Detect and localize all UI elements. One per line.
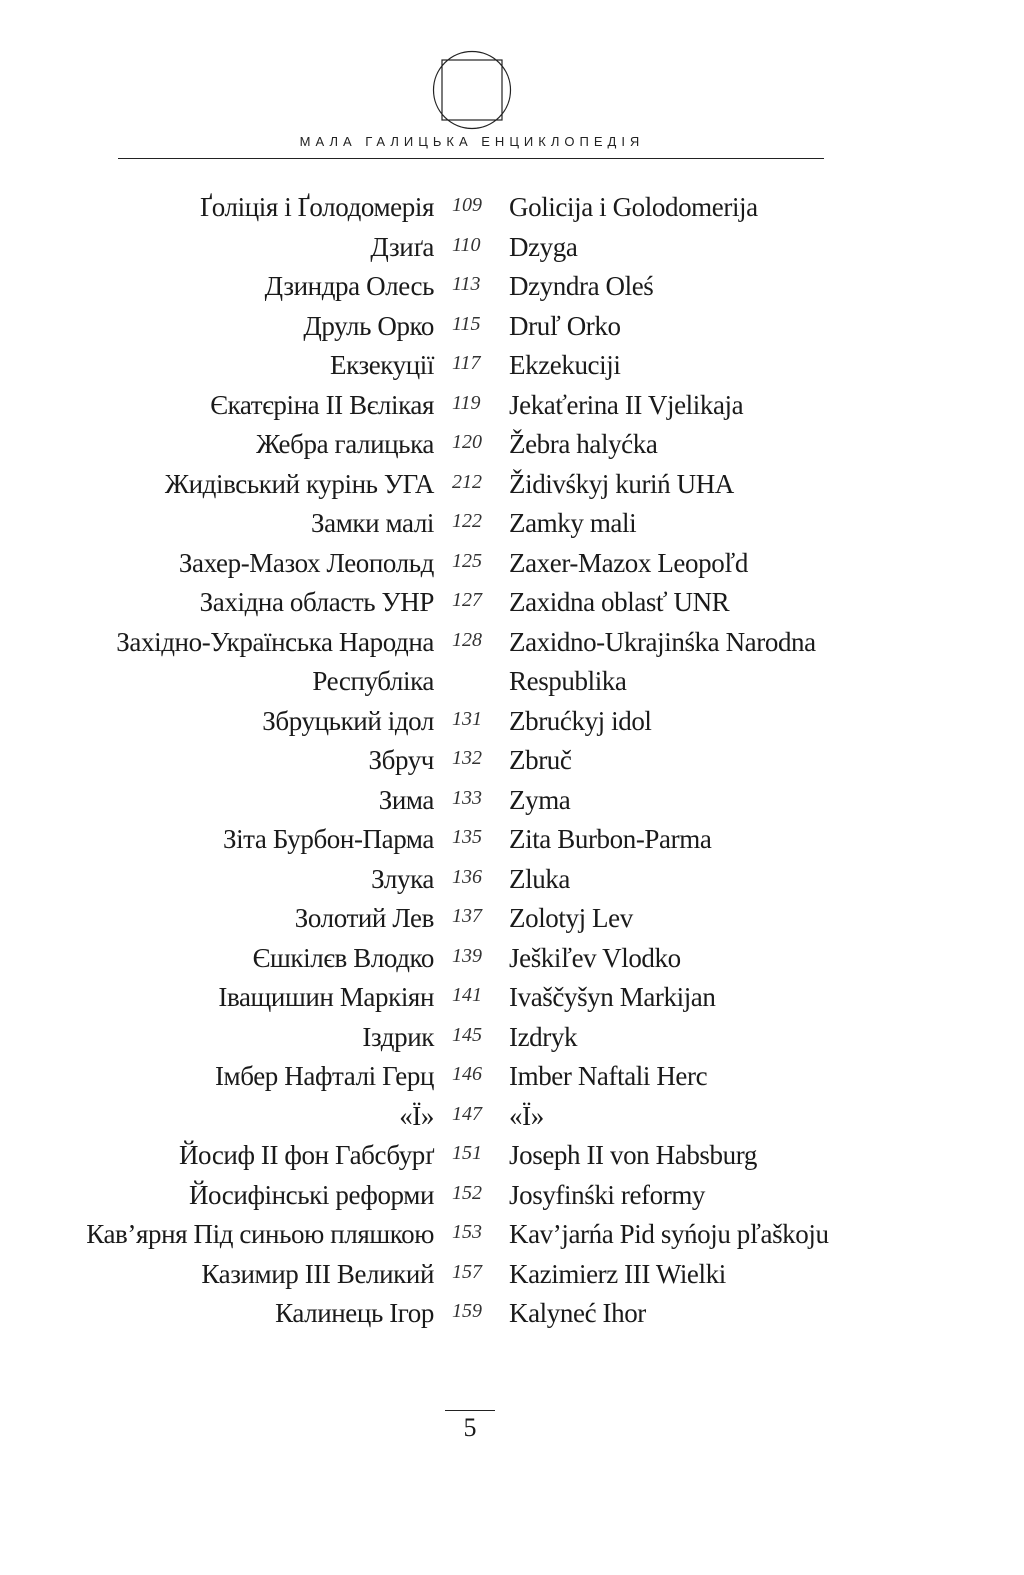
toc-entry-latin: Žebra halyćka: [509, 429, 658, 459]
toc-entry-latin: Zbruč: [509, 745, 572, 775]
toc-entry-latin: Dzyndra Oleś: [509, 271, 654, 301]
toc-entry-latin: Zita Burbon-Parma: [509, 824, 712, 854]
toc-page-number: 137: [452, 905, 482, 927]
running-header-title: МАЛА ГАЛИЦЬКА ЕНЦИКЛОПЕДІЯ: [299, 134, 645, 149]
toc-entry-ukrainian: Калинець Ігор: [275, 1298, 434, 1328]
toc-row: [0, 1018, 1024, 1058]
toc-entry-ukrainian: Республіка: [312, 666, 434, 696]
toc-page-number: 109: [452, 194, 482, 216]
toc-row: [0, 188, 1024, 228]
toc-row: [0, 860, 1024, 900]
toc-entry-latin: Ivaščyšyn Markijan: [509, 982, 716, 1012]
toc-entry-ukrainian: Іздрик: [362, 1021, 434, 1052]
toc-row: [0, 1255, 1024, 1295]
toc-row: [0, 307, 1024, 347]
toc-page-number: 212: [452, 470, 482, 493]
toc-row: [0, 425, 1024, 465]
toc-entry-ukrainian: Єкатєріна II Вєлікая: [210, 389, 434, 420]
toc-entry-ukrainian: Кав’ярня Під синьою пляшкою: [86, 1219, 434, 1249]
toc-row: [0, 1136, 1024, 1176]
toc-entry-ukrainian: Казимир III Великий: [201, 1258, 434, 1289]
toc-row: [0, 662, 1024, 702]
toc-entry-latin: «Ï»: [509, 1100, 544, 1131]
toc-row: [0, 504, 1024, 544]
toc-entry-ukrainian: «Ї»: [399, 1100, 434, 1131]
toc-row: [0, 1097, 1024, 1137]
toc-row: [0, 583, 1024, 623]
toc-entry-ukrainian: Йосифінські реформи: [188, 1179, 434, 1210]
toc-page-number: 141: [452, 984, 482, 1006]
toc-row: [0, 939, 1024, 979]
toc-row: [0, 544, 1024, 584]
toc-page-number: 157: [452, 1260, 482, 1283]
toc-entry-ukrainian: Єшкілєв Влодко: [252, 942, 434, 973]
toc-entry-ukrainian: Ґоліція і Ґолодомерія: [200, 192, 434, 222]
toc-entry-ukrainian: Зіта Бурбон-Парма: [222, 824, 434, 854]
toc-page-number: 153: [452, 1221, 482, 1243]
toc-entry-latin: Kav’jarńa Pid syńoju pľaškoju: [509, 1219, 829, 1249]
header-divider: [118, 158, 824, 159]
toc-entry-ukrainian: Імбер Нафталі Герц: [214, 1061, 434, 1091]
toc-entry-ukrainian: Збруч: [368, 745, 434, 775]
toc-entry-latin: Ekzekuciji: [509, 350, 621, 380]
toc-entry-latin: Zbrućkyj idol: [509, 705, 652, 736]
toc-entry-latin: Zamky mali: [509, 508, 637, 538]
toc-entry-latin: Golicija i Golodomerija: [509, 192, 758, 222]
toc-page-number: 136: [452, 865, 482, 888]
toc-row: [0, 267, 1024, 307]
encyclopedia-emblem-icon: [432, 50, 512, 130]
toc-page-number: 152: [452, 1181, 482, 1204]
toc-entry-latin: Josyfinśki reformy: [509, 1179, 706, 1210]
toc-entry-latin: Ješkiľev Vlodko: [509, 942, 681, 973]
toc-page-number: 113: [452, 273, 481, 295]
toc-page-number: 110: [452, 233, 481, 256]
toc-entry-ukrainian: Захер-Мазох Леопольд: [178, 547, 434, 578]
toc-row: [0, 1215, 1024, 1255]
toc-page-number: 115: [452, 312, 481, 335]
table-of-contents: [0, 188, 1024, 1334]
page-number: 5: [463, 1413, 477, 1442]
toc-entry-ukrainian: Іващишин Маркіян: [218, 982, 434, 1012]
toc-entry-ukrainian: Замки малі: [310, 508, 434, 538]
toc-page-number: 132: [452, 747, 482, 769]
toc-page-number: 117: [452, 352, 481, 374]
toc-entry-latin: Joseph II von Habsburg: [509, 1140, 757, 1170]
toc-entry-latin: Respublika: [509, 666, 627, 696]
toc-entry-ukrainian: Зима: [378, 784, 434, 815]
toc-entry-ukrainian: Жебра галицька: [256, 429, 434, 459]
toc-entry-latin: Zolotyj Lev: [509, 903, 633, 933]
toc-entry-ukrainian: Друль Орко: [303, 310, 434, 341]
toc-page-number: 145: [452, 1023, 482, 1046]
toc-row: [0, 781, 1024, 821]
toc-page-number: 139: [452, 944, 482, 967]
toc-entry-latin: Imber Naftali Herc: [509, 1061, 708, 1091]
toc-row: [0, 1176, 1024, 1216]
toc-entry-ukrainian: Золотий Лев: [294, 903, 434, 933]
toc-row: [0, 346, 1024, 386]
toc-row: [0, 702, 1024, 742]
toc-entry-ukrainian: Збруцький ідол: [262, 705, 434, 736]
toc-entry-latin: Dzyga: [509, 231, 578, 262]
toc-entry-latin: Kalyneć Ihor: [509, 1298, 646, 1328]
toc-entry-ukrainian: Йосиф II фон Габсбурґ: [178, 1140, 434, 1170]
toc-row: [0, 978, 1024, 1018]
toc-entry-latin: Druľ Orko: [509, 310, 621, 341]
toc-row: [0, 820, 1024, 860]
toc-entry-ukrainian: Західно-Українська Народна: [116, 626, 434, 657]
toc-entry-ukrainian: Дзиндра Олесь: [264, 271, 434, 301]
toc-entry-latin: Zluka: [509, 863, 570, 894]
toc-page-number: 125: [452, 549, 482, 572]
toc-row: [0, 386, 1024, 426]
toc-page-number: 159: [452, 1300, 482, 1322]
toc-row: [0, 465, 1024, 505]
toc-row: [0, 228, 1024, 268]
toc-page-number: 122: [452, 510, 482, 532]
toc-entry-latin: Izdryk: [509, 1021, 578, 1052]
toc-entry-latin: Jekaťerina II Vjelikaja: [509, 389, 744, 420]
toc-page-number: 133: [452, 786, 482, 809]
toc-entry-ukrainian: Дзиґа: [370, 231, 434, 262]
toc-row: [0, 899, 1024, 939]
toc-entry-ukrainian: Жидівський курінь УГА: [164, 468, 434, 499]
toc-entry-latin: Zaxidna oblasť UNR: [509, 587, 730, 617]
toc-page-number: 127: [452, 589, 482, 611]
toc-row: [0, 1294, 1024, 1334]
toc-entry-latin: Židivśkyj kuriń UHA: [509, 468, 734, 499]
toc-page-number: 119: [452, 391, 481, 414]
toc-page-number: 120: [452, 431, 482, 453]
toc-entry-latin: Zaxer-Mazox Leopoľd: [509, 547, 748, 578]
toc-page-number: 131: [452, 707, 482, 730]
toc-entry-ukrainian: Західна область УНР: [199, 587, 434, 617]
toc-row: [0, 1057, 1024, 1097]
toc-entry-latin: Zaxidno-Ukrajinśka Narodna: [509, 626, 816, 657]
toc-page-number: 146: [452, 1063, 482, 1085]
toc-entry-latin: Kazimierz III Wielki: [509, 1258, 726, 1289]
toc-row: [0, 741, 1024, 781]
toc-entry-latin: Zyma: [509, 784, 571, 815]
toc-page-number: 151: [452, 1142, 482, 1164]
toc-page-number: 135: [452, 826, 482, 848]
toc-row: [0, 623, 1024, 663]
toc-entry-ukrainian: Злука: [371, 863, 434, 894]
toc-entry-ukrainian: Екзекуції: [330, 350, 434, 380]
toc-page-number: 128: [452, 628, 482, 651]
toc-page-number: 147: [452, 1102, 482, 1125]
